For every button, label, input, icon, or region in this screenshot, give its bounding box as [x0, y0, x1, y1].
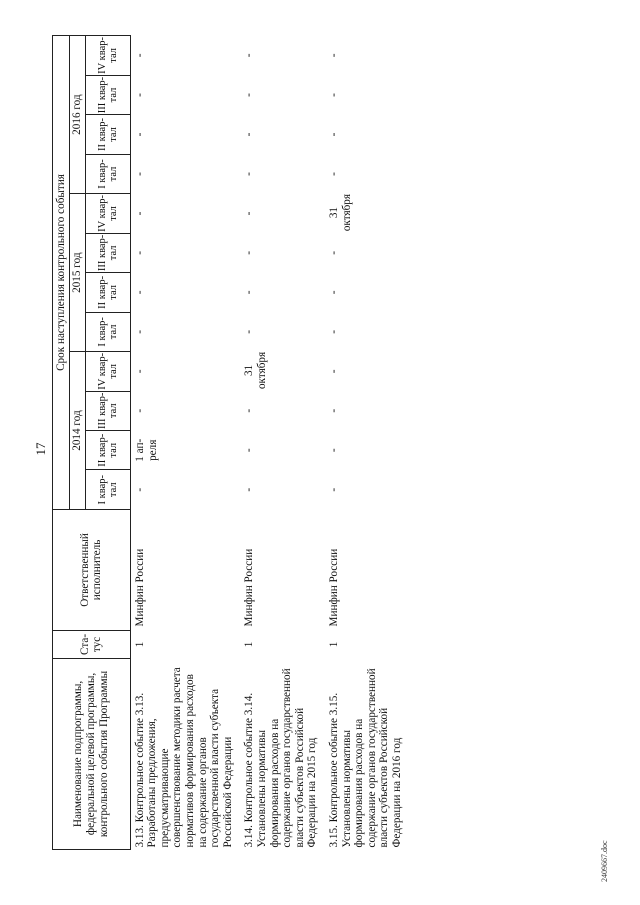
row-title: Контрольное событие 3.15. Установлены нормативы формирования расходов на содержание органов государственной власти субъектов Российской Федерации на 2016 год — [327, 668, 403, 848]
header-quarter: IV квар-тал — [85, 352, 130, 391]
quarter-cell: - — [133, 290, 146, 295]
table-container — [52, 35, 602, 850]
quarter-cell: - — [243, 211, 256, 216]
table-row — [240, 36, 325, 850]
quarter-cell: - — [133, 172, 146, 176]
quarter-cell: - — [133, 329, 146, 334]
header-quarter: IV квар-тал — [85, 36, 130, 76]
quarter-cell: - — [243, 408, 256, 413]
quarter-cell: - — [243, 93, 256, 97]
quarter-cell: - — [133, 132, 146, 137]
header-name: Наименование подпрограммы, федеральной целевой программы, контрольного события Программы — [53, 658, 131, 849]
row-status: 1 — [243, 641, 256, 648]
quarter-cell: - — [243, 172, 256, 176]
quarter-cell: - — [327, 172, 340, 176]
header-quarter: IV квар-тал — [85, 194, 130, 233]
header-deadline: Срок наступления контрольного события — [53, 36, 70, 510]
quarter-cell: - — [243, 53, 256, 58]
quarter-cell: - — [243, 448, 256, 453]
quarter-cell: - — [133, 369, 146, 374]
row-number: 3.13. — [133, 825, 146, 848]
header-year-2016: 2016 год — [70, 36, 86, 194]
row-number: 3.15. — [327, 825, 340, 848]
header-year-2015: 2015 год — [70, 194, 86, 352]
row-responsible: Минфин России — [243, 548, 256, 627]
row-status: 1 — [327, 641, 340, 648]
quarter-cell: - — [327, 132, 340, 137]
quarter-cell: - — [133, 93, 146, 97]
quarter-cell: - — [327, 408, 340, 413]
quarter-cell: - — [327, 487, 340, 492]
row-name — [130, 658, 240, 849]
header-quarter: II квар-тал — [85, 115, 130, 154]
footer-filename: 2409667.doc — [600, 840, 609, 882]
header-quarter: II квар-тал — [85, 431, 130, 470]
row-number: 3.14. — [243, 825, 256, 848]
header-quarter: III квар-тал — [85, 233, 130, 272]
header-status: Ста-тус — [53, 630, 131, 658]
row-title: Контрольное событие 3.13. Разработаны предложения, предусматривающие совершенствование методики расчета нормативов формирования расходов на содержание органов государственной власти субъекта Российской Федерации — [133, 667, 234, 848]
row-name — [240, 658, 325, 849]
row-title: Контрольное событие 3.14. Установлены нормативы формирования расходов на содержание органов государственной власти субъектов Российской Федерации на 2015 год — [243, 668, 319, 848]
header-quarter: I квар-тал — [85, 470, 130, 509]
quarter-cell: - — [133, 487, 146, 492]
quarter-cell: 31 октября — [243, 351, 269, 390]
page-number: 17 — [33, 442, 48, 456]
row-responsible: Минфин России — [133, 548, 146, 627]
quarter-cell: - — [133, 211, 146, 216]
table-row — [130, 36, 240, 850]
quarter-cell: - — [243, 329, 256, 334]
quarter-cell: - — [327, 251, 340, 255]
quarter-cell: 31 октября — [327, 193, 353, 232]
header-responsible: Ответственный исполнитель — [53, 509, 131, 630]
quarter-cell: - — [327, 448, 340, 453]
quarter-cell: - — [327, 53, 340, 58]
row-responsible: Минфин России — [327, 548, 340, 627]
quarter-cell: - — [133, 408, 146, 413]
table-row — [325, 36, 410, 850]
quarter-cell: 1 ап-реля — [133, 438, 159, 462]
quarter-cell: - — [243, 251, 256, 255]
quarter-cell: - — [133, 53, 146, 58]
control-events-table — [52, 35, 409, 850]
header-year-2014: 2014 год — [70, 352, 86, 510]
quarter-cell: - — [327, 329, 340, 334]
quarter-cell: - — [327, 93, 340, 97]
quarter-cell: - — [243, 487, 256, 492]
header-quarter: III квар-тал — [85, 75, 130, 114]
header-quarter: I квар-тал — [85, 312, 130, 351]
quarter-cell: - — [327, 290, 340, 295]
row-name — [325, 658, 410, 849]
quarter-cell: - — [243, 290, 256, 295]
header-quarter: II квар-тал — [85, 273, 130, 312]
quarter-cell: - — [327, 369, 340, 374]
header-quarter: III квар-тал — [85, 391, 130, 430]
quarter-cell: - — [243, 132, 256, 137]
row-status: 1 — [133, 641, 146, 648]
quarter-cell: - — [133, 251, 146, 255]
header-quarter: I квар-тал — [85, 154, 130, 193]
